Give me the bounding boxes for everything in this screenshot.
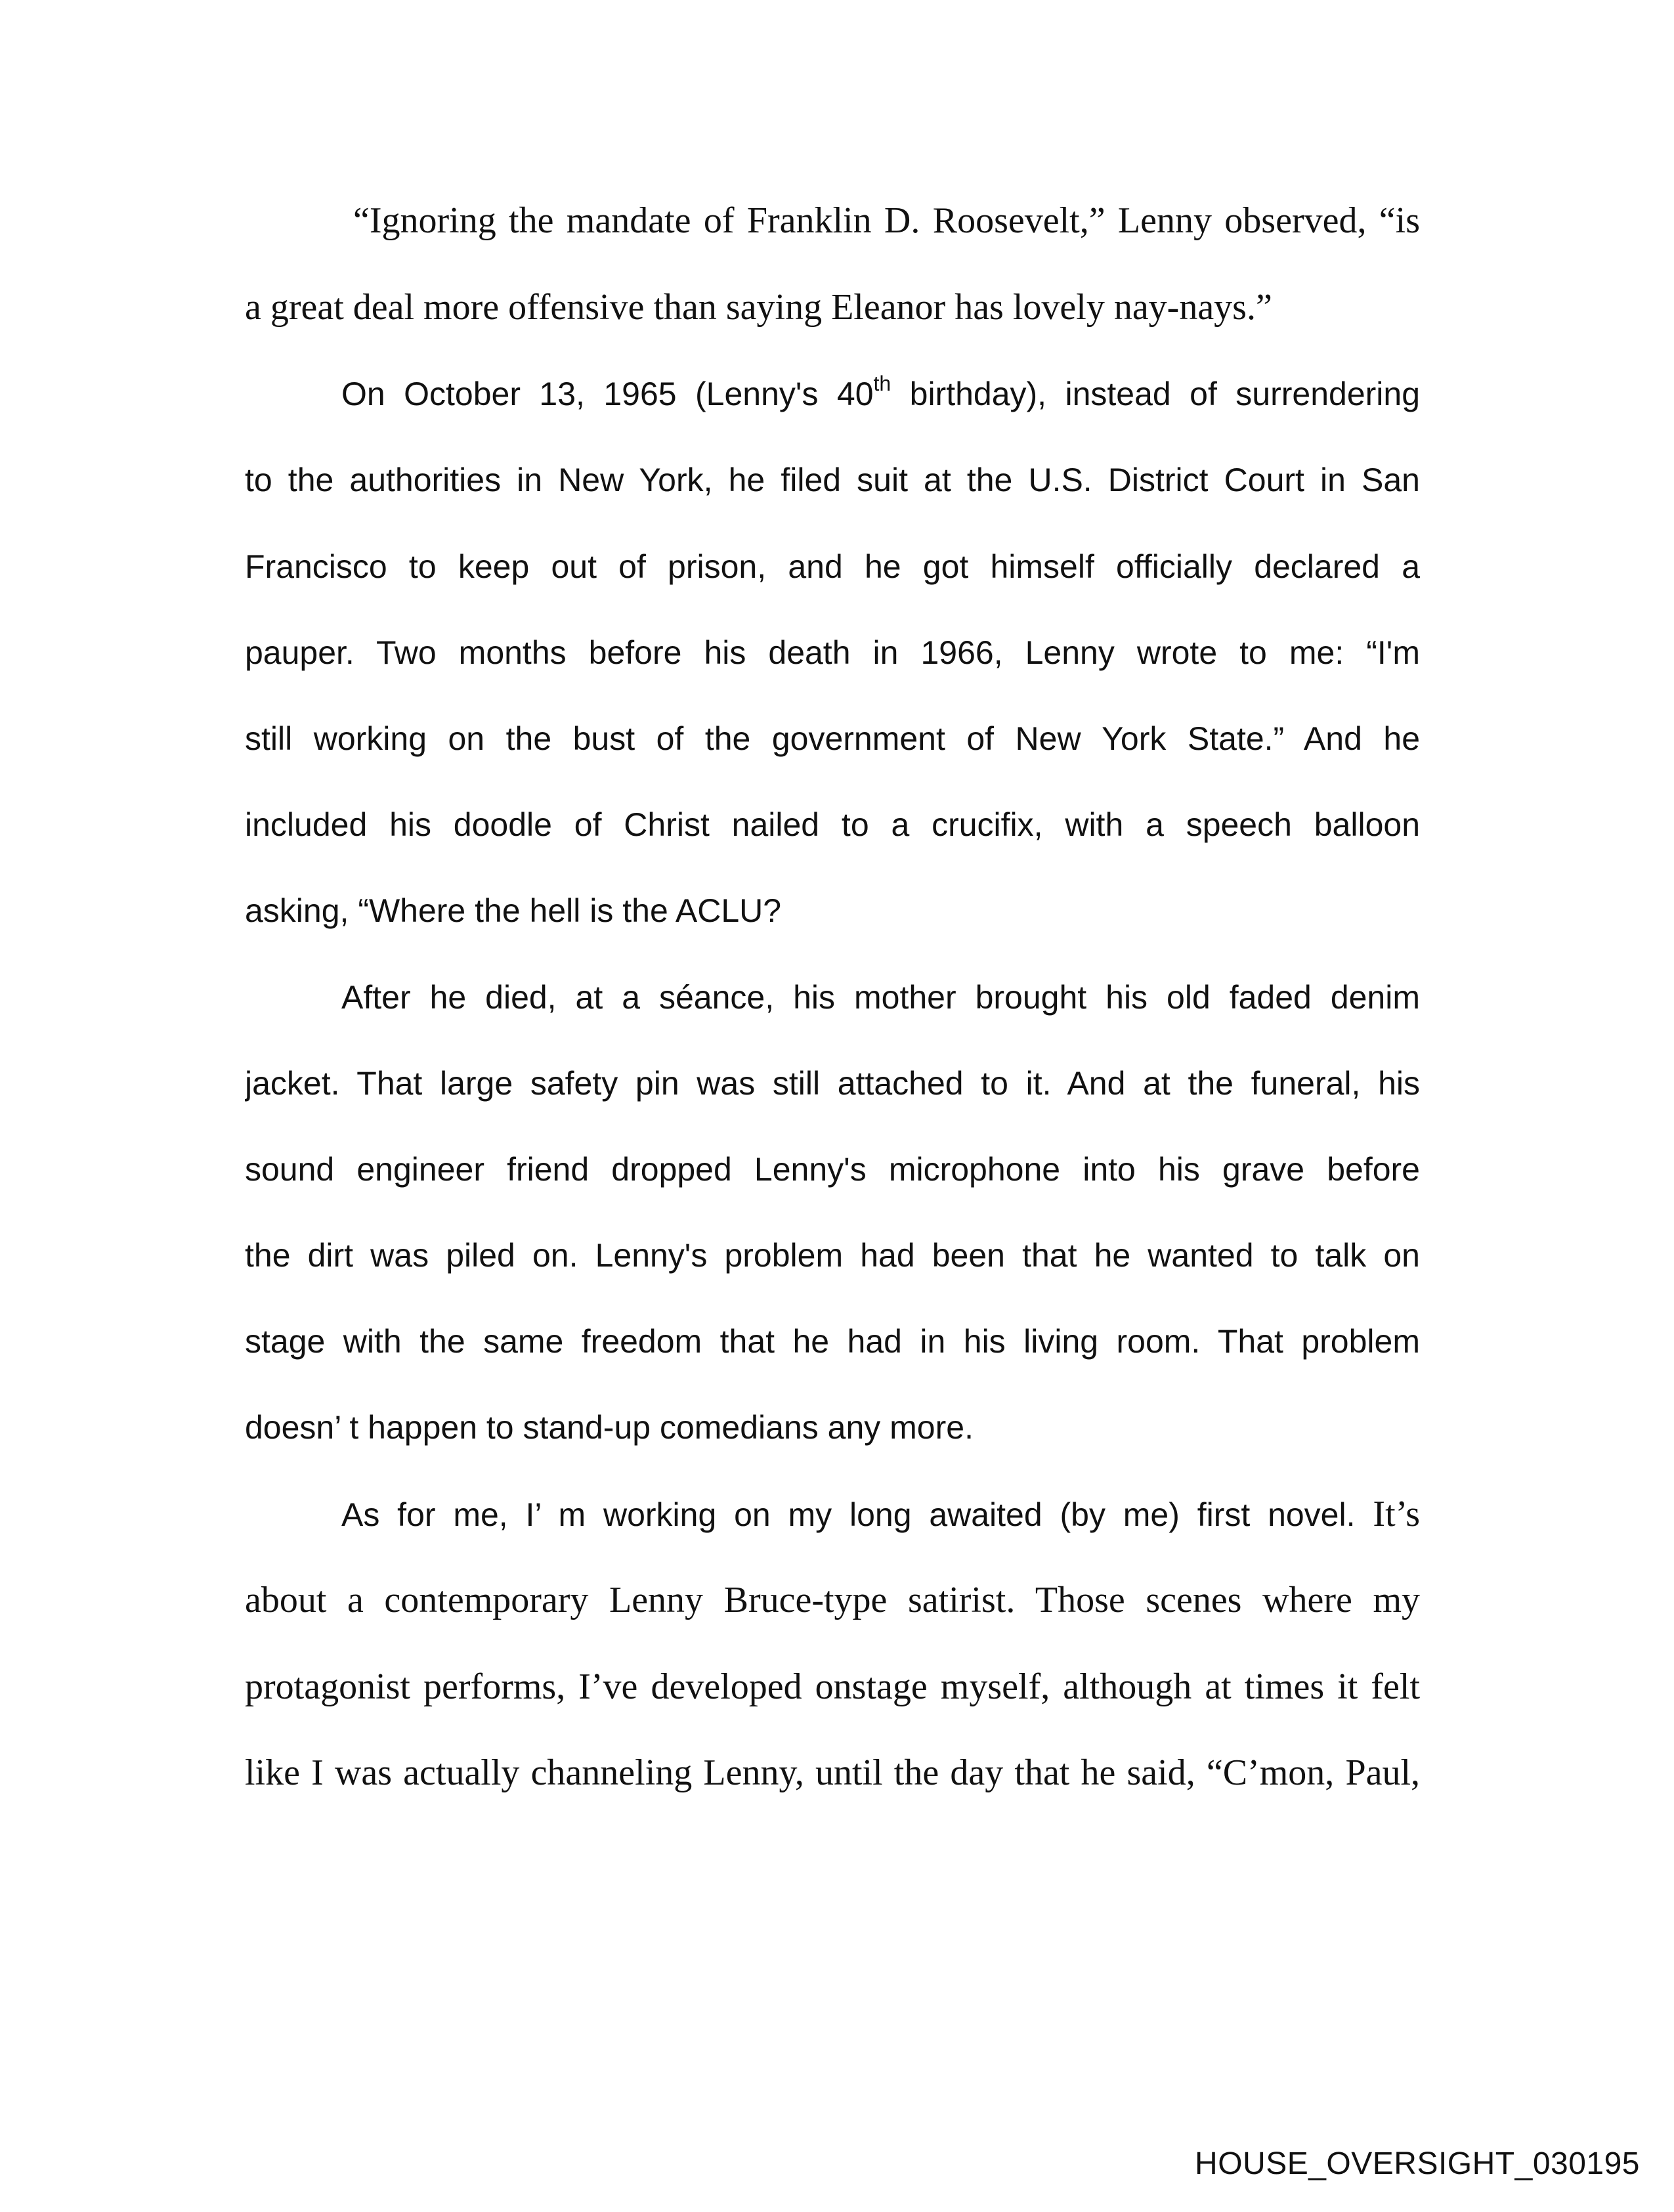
text-line: about a contemporary Lenny Bruce-type satirist. Those scenes where my	[245, 1580, 1420, 1620]
text-line: to the authorities in New York, he filed suit at the U.S. District Court in San	[245, 462, 1420, 498]
text-fragment: On October 13, 1965 (Lenny's 40	[341, 376, 874, 412]
bates-number: HOUSE_OVERSIGHT_030195	[1195, 2146, 1640, 2181]
text-line	[341, 1485, 1420, 1544]
text-line: sound engineer friend dropped Lenny's microphone into his grave before	[245, 1151, 1420, 1188]
text-fragment: It’s	[1355, 1494, 1420, 1534]
text-line: like I was actually channeling Lenny, until the day that he said, “C’mon, Paul,	[245, 1752, 1420, 1793]
text-line: stage with the same freedom that he had in his living room. That problem	[245, 1323, 1420, 1360]
text-line: asking, “Where the hell is the ACLU?	[245, 892, 782, 929]
text-line: After he died, at a séance, his mother brought his old faded denim	[341, 979, 1420, 1016]
text-line: Francisco to keep out of prison, and he got himself officially declared a	[245, 548, 1420, 585]
text-line: the dirt was piled on. Lenny's problem had been that he wanted to talk on	[245, 1237, 1420, 1274]
text-line: doesn’ t happen to stand-up comedians any more.	[245, 1409, 974, 1446]
text-line: “Ignoring the mandate of Franklin D. Roosevelt,” Lenny observed, “is	[353, 200, 1420, 241]
text-line: included his doodle of Christ nailed to a crucifix, with a speech balloon	[245, 806, 1420, 843]
text-line: pauper. Two months before his death in 1966, Lenny wrote to me: “I'm	[245, 634, 1420, 671]
text-fragment: birthday), instead of surrendering	[891, 376, 1420, 412]
text-line: protagonist performs, I’ve developed onstage myself, although at times it felt	[245, 1666, 1420, 1707]
text-line	[341, 364, 1420, 423]
text-fragment: As for me, I’ m working on my long awaited (by me) first novel.	[341, 1496, 1356, 1533]
text-line: still working on the bust of the government of New York State.” And he	[245, 720, 1420, 757]
text-line: jacket. That large safety pin was still attached to it. And at the funeral, his	[245, 1065, 1420, 1102]
text-line: a great deal more offensive than saying Eleanor has lovely nay-nays.”	[245, 287, 1272, 328]
superscript: th	[873, 372, 891, 395]
